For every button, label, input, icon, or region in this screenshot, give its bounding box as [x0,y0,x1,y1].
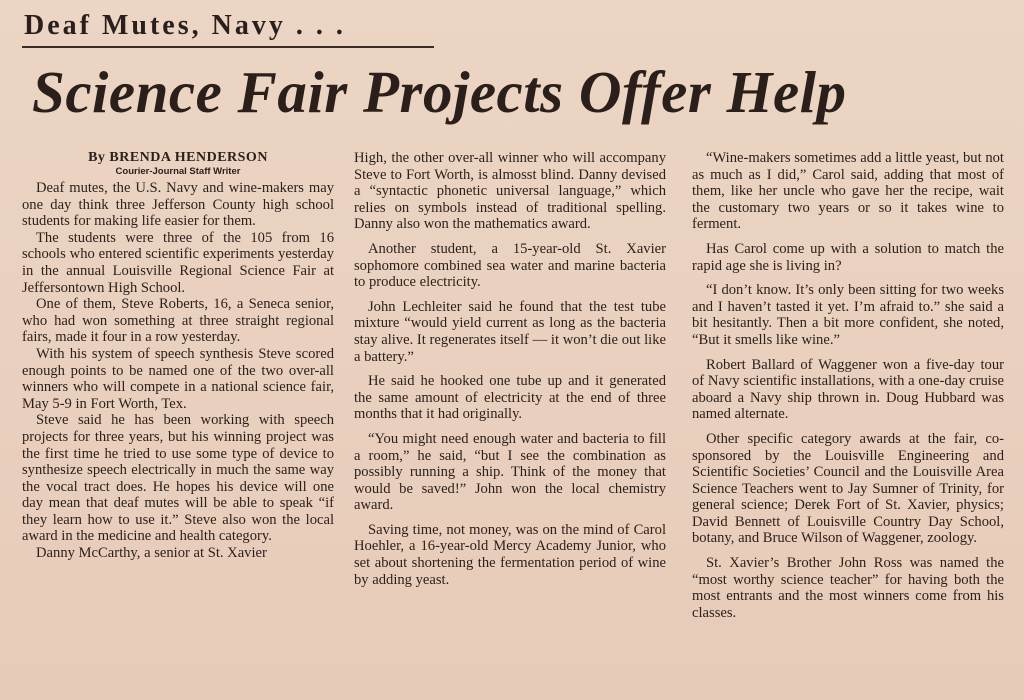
paragraph: John Lechleiter said he found that the test tube mixture “would yield current as long as the bacteria stay alive. It regenerates itself — it won’t die out like a battery.” [354,298,666,365]
kicker-heading: Deaf Mutes, Navy . . . [24,10,346,41]
paragraph: Danny McCarthy, a senior at St. Xavier [36,545,267,562]
article-column-3 [692,150,1004,695]
byline-credit: Courier-Journal Staff Writer [115,166,241,177]
paragraph: One of them, Steve Roberts, 16, a Seneca senior, who had won something at three straight regional fairs, made it four in a row yesterday. [22,296,334,346]
paragraph: With his system of speech synthesis Steve scored enough points to be named one of the two over-all winners who will compete in a national science fair, May 5-9 in Fort Worth, Tex. [22,345,334,412]
paragraph: High, the other over-all winner who will accompany Steve to Fort Worth, is almosst blind. Danny devised a “syntactic phonetic universal language,” which relies on symbols instead of traditional spelling. Danny also won the mathematics award. [354,150,666,233]
paragraph: Other specific category awards at the fair, co-sponsored by the Louisville Engineering and Scientific Societies’ Council and the Louisville Area Science Teachers went to Jay Sumner of Trinity, for general science; Derek Fort of St. Xavier, physics; David Bennett of Louisville Country Day School, botany, and Bruce Wilson of Waggener, zoology. [692,430,1004,547]
paragraph: “You might need enough water and bacteria to fill a room,” he said, “but I see the combination as possibly running a ship. Think of the money that would be saved!” John won the local chemistry award. [354,430,666,514]
paragraph: Deaf mutes, the U.S. Navy and wine-makers may one day think three Jefferson County high school students for making life easier for them. [22,180,334,230]
paragraph: Has Carol come up with a solution to match the rapid age she is living in? [692,240,1004,274]
paragraph: The students were three of the 105 from 16 schools who entered scientific experiments yesterday in the annual Louisville Regional Science Fair at Jeffersontown High School. [22,229,334,296]
paragraph: Robert Ballard of Waggener won a five-day tour of Navy scientific installations, with a one-day cruise aboard a Navy ship thrown in. Doug Hubbard was named alternate. [692,356,1004,423]
article-column-1 [22,150,334,695]
paragraph: Steve said he has been working with speech projects for three years, but his winning project was the first time he tried to use some type of device to synthesize speech electrically in much the same way the vocal tract does. He hopes his device will one day mean that deaf mutes will be able to speak “if they learn how to use it.” Steve also won the local award in the medicine and health category. [22,412,334,545]
paragraph: St. Xavier’s Brother John Ross was named the “most worthy science teacher” for having both the most entrants and the most winners come from his classes. [692,555,1004,621]
paragraph: “Wine-makers sometimes add a little yeast, but not as much as I did,” Carol said, adding that most of them, like her uncle who gave her the recipe, wait the customary two years or so it takes wine to ferment. [692,150,1004,233]
paragraph: Saving time, not money, was on the mind of Carol Hoehler, a 16-year-old Mercy Academy Junior, who set about shortening the fermentation period of wine by adding yeast. [354,521,666,588]
byline: By BRENDA HENDERSON [88,150,268,165]
headline: Science Fair Projects Offer Help [32,59,847,125]
paragraph: Another student, a 15-year-old St. Xavier sophomore combined sea water and marine bacteria to produce electricity. [354,240,666,291]
kicker-rule [22,46,434,48]
paragraph: “I don’t know. It’s only been sitting for two weeks and I haven’t tasted it yet. I’m afraid to.” she said a bit hesitantly. Then a bit more confident, she noted, “But it smells like wine.” [692,282,1004,348]
paragraph: He said he hooked one tube up and it generated the same amount of electricity at the end of three months that it had originally. [354,373,666,423]
article-column-2 [354,150,666,695]
